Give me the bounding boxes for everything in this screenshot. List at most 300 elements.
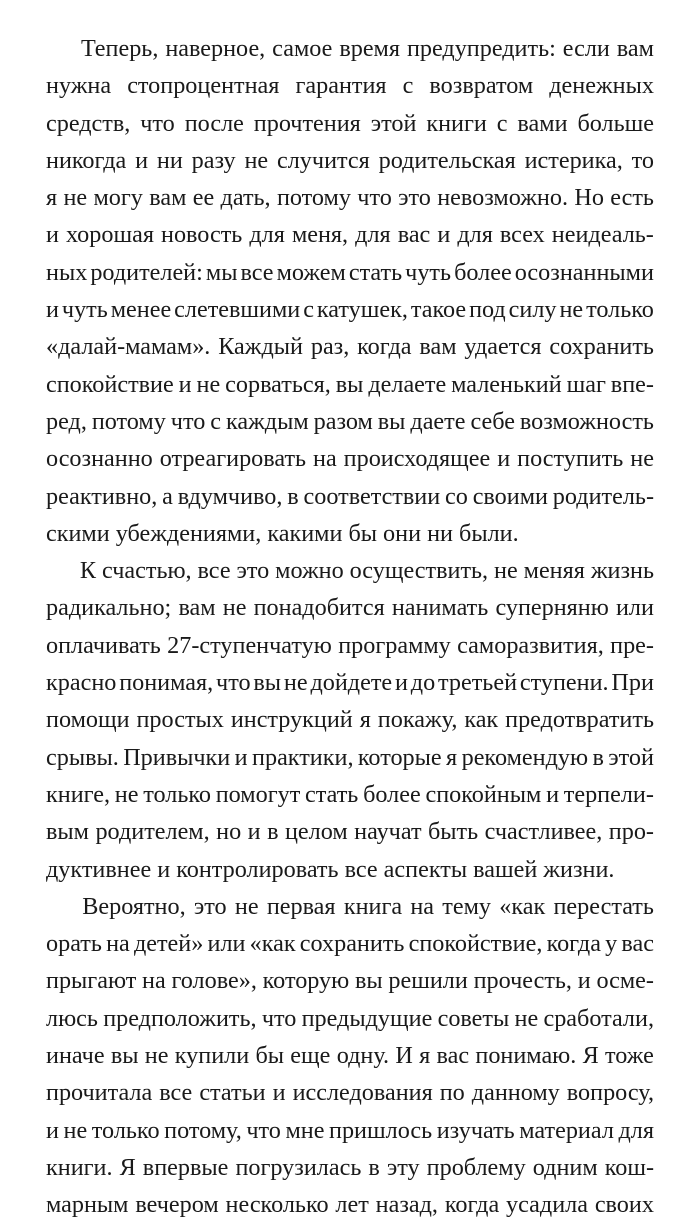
word: в: [287, 482, 299, 510]
text-line: [46, 701, 654, 738]
word: я: [446, 743, 458, 771]
word: родителем,: [95, 818, 210, 846]
word: я: [419, 1042, 431, 1070]
word: для: [618, 1116, 654, 1144]
word: иначе: [46, 1042, 105, 1070]
text-line: [46, 851, 654, 888]
word: сохранить: [299, 930, 405, 958]
word: стать: [348, 258, 403, 286]
text-line: [46, 888, 654, 925]
word: случится: [277, 146, 370, 174]
word: предположить,: [103, 1004, 257, 1032]
word: потому,: [164, 1116, 242, 1144]
word: своих: [594, 1191, 654, 1219]
paragraph-indent: [46, 888, 74, 925]
word: могу: [93, 184, 143, 212]
word: вам: [149, 184, 187, 212]
word: больше: [577, 109, 654, 137]
word: вами: [517, 109, 568, 137]
word: вам: [419, 333, 457, 361]
word: прыгают: [46, 967, 137, 995]
word: более: [363, 780, 421, 808]
word: не: [63, 1116, 88, 1144]
word: решили: [388, 967, 468, 995]
word: детей»: [133, 930, 204, 958]
text-line: [46, 962, 654, 999]
word: то: [631, 146, 654, 174]
word: К: [79, 557, 97, 585]
word: одним: [532, 1153, 598, 1181]
word: а: [162, 482, 173, 510]
word: сорваться,: [225, 370, 331, 398]
word: не: [559, 296, 584, 324]
word: и: [577, 967, 591, 995]
word: вам: [178, 594, 216, 622]
word: вы: [354, 967, 383, 995]
word: самое: [272, 35, 333, 62]
word: про-: [608, 818, 654, 846]
word: материал: [519, 1116, 614, 1144]
word: которые: [357, 743, 442, 771]
text-line: [46, 813, 654, 850]
word: помогут: [215, 780, 301, 808]
word: меняя: [523, 557, 585, 585]
word: силу: [508, 296, 557, 324]
word: и: [46, 296, 59, 324]
text-line: [46, 739, 654, 776]
word: катушек,: [316, 296, 408, 324]
word: сохранить: [549, 333, 654, 361]
word: данному: [471, 1079, 560, 1107]
text-line: [46, 925, 654, 962]
word: с: [402, 72, 414, 100]
word: удается: [464, 333, 542, 361]
word: вым: [46, 818, 89, 846]
word: При: [611, 669, 654, 697]
word: это: [193, 892, 227, 920]
word: назад,: [375, 1191, 438, 1219]
word: книге,: [46, 780, 111, 808]
word: в: [592, 743, 604, 771]
word: можно: [275, 557, 344, 585]
text-line: [46, 216, 654, 253]
word: вы: [110, 1042, 139, 1070]
word: счастью,: [101, 557, 192, 585]
word: простых: [136, 706, 224, 734]
word: нужна: [46, 72, 112, 100]
word: вы: [377, 407, 406, 435]
word: статьи: [199, 1079, 266, 1107]
word: книги.: [46, 1153, 113, 1181]
word: возвратом: [429, 72, 534, 100]
word: отреагировать: [159, 445, 307, 473]
word: раз,: [310, 333, 350, 361]
word: предотвратить: [505, 706, 654, 734]
word: покажу,: [377, 706, 458, 734]
word: сработали,: [543, 1004, 654, 1032]
word: Я: [119, 1153, 136, 1181]
word: понимаю.: [475, 1042, 577, 1070]
word: это: [236, 557, 270, 585]
word: с: [210, 407, 222, 435]
word: маленький: [451, 370, 562, 398]
text-line: [46, 440, 654, 477]
word: делаете: [368, 370, 447, 398]
text-line: [46, 478, 654, 515]
word: не: [63, 184, 88, 212]
word: потому: [91, 407, 166, 435]
word: предыдущие: [301, 1004, 433, 1032]
word: помощи: [46, 706, 130, 734]
word: и: [546, 780, 560, 808]
text-line: [46, 1186, 654, 1223]
word: и: [272, 1079, 286, 1107]
word: только: [586, 296, 654, 324]
word: перестать: [553, 892, 654, 920]
word: осознанными: [514, 258, 654, 286]
word: не: [144, 1042, 169, 1070]
word: только: [91, 1116, 160, 1144]
text-line: [46, 664, 654, 701]
word: наверное,: [165, 35, 266, 62]
text-line: [46, 67, 654, 104]
word: еще: [290, 1042, 331, 1070]
word: все: [240, 258, 274, 286]
word: научат: [354, 818, 422, 846]
word: никогда: [46, 146, 127, 174]
word: кош-: [604, 1153, 654, 1181]
word: разом: [313, 407, 373, 435]
word: не: [234, 892, 259, 920]
word: вам: [616, 35, 654, 62]
word: прочтения: [253, 109, 361, 137]
word: не: [494, 557, 518, 585]
word: каждым: [225, 407, 309, 435]
word: родитель-: [552, 482, 654, 510]
word: вдумчиво,: [177, 482, 283, 510]
word: и: [178, 370, 192, 398]
text-line: [46, 1037, 654, 1074]
text-line: [46, 254, 654, 291]
word: что: [216, 669, 251, 697]
word: рекомендую: [461, 743, 589, 771]
word: и: [46, 221, 59, 249]
word: я: [46, 184, 58, 212]
word: практики,: [252, 743, 354, 771]
word: саморазвития,: [457, 631, 604, 659]
text-line: [46, 515, 654, 552]
word: вопросу,: [566, 1079, 654, 1107]
word: возможность: [519, 407, 654, 435]
word: по: [439, 1079, 465, 1107]
word: не: [244, 146, 269, 174]
word: прочесть,: [473, 967, 572, 995]
word: бы: [255, 1042, 285, 1070]
word: не: [114, 780, 139, 808]
word: что: [246, 1116, 281, 1144]
word: марным: [46, 1191, 129, 1219]
word: погрузилась: [235, 1153, 362, 1181]
word: понадобится: [253, 594, 385, 622]
word: Вероятно,: [82, 892, 186, 920]
word: осме-: [596, 967, 654, 995]
word: ных: [46, 258, 88, 286]
word: с: [496, 109, 508, 137]
page-text-block: [46, 30, 654, 1224]
word: когда: [444, 1191, 500, 1219]
word: гарантия: [295, 72, 387, 100]
word: хорошая: [66, 221, 154, 249]
word: И: [395, 1042, 413, 1070]
word: жизнь: [590, 557, 654, 585]
word: которую: [262, 967, 350, 995]
word: своими: [472, 482, 548, 510]
text-line: [46, 776, 654, 813]
word: и: [234, 743, 248, 771]
word: 27-ступенчатую: [167, 631, 332, 659]
word: целом: [284, 818, 348, 846]
word: осознанно: [46, 445, 153, 473]
word: на: [142, 967, 166, 995]
word: родителей:: [90, 258, 203, 286]
word: как: [464, 706, 499, 734]
text-line: [46, 1074, 654, 1111]
word: ни: [156, 146, 183, 174]
word: все: [159, 1079, 193, 1107]
word: когда: [546, 930, 601, 958]
word: этой: [608, 743, 654, 771]
word: вас: [397, 221, 431, 249]
word: и: [46, 1116, 59, 1144]
word: спокойствие,: [408, 930, 543, 958]
word: средств,: [46, 109, 131, 137]
word: программу: [338, 631, 451, 659]
word: «как: [249, 930, 296, 958]
word: «как: [499, 892, 546, 920]
word: ее: [192, 184, 215, 212]
word: радикально;: [46, 594, 172, 622]
word: предупредить:: [406, 35, 556, 62]
word: не: [196, 370, 221, 398]
word: чуть: [405, 258, 452, 286]
word: только: [143, 780, 211, 808]
word: не: [222, 594, 247, 622]
word: в: [267, 818, 279, 846]
word: что: [261, 1004, 297, 1032]
word: не: [630, 445, 654, 473]
text-line: [46, 142, 654, 179]
word: эту: [386, 1153, 420, 1181]
word: это: [398, 184, 431, 212]
word: или: [615, 594, 654, 622]
word: слетевшими: [174, 296, 301, 324]
word: такое: [410, 296, 467, 324]
word: голове»,: [171, 967, 257, 995]
word: проблему: [426, 1153, 526, 1181]
word: соответствии: [303, 482, 441, 510]
word: ступени.: [519, 669, 609, 697]
word: реактивно,: [46, 482, 158, 510]
word: и: [247, 818, 261, 846]
word: первая: [266, 892, 336, 920]
word: для: [355, 221, 391, 249]
word: и: [437, 221, 451, 249]
word: осуществить,: [349, 557, 489, 585]
text-line: [46, 627, 654, 664]
word: со: [445, 482, 468, 510]
word: когда: [357, 333, 412, 361]
word: после: [184, 109, 244, 137]
word: люсь: [46, 1004, 98, 1032]
word: третьей: [438, 669, 518, 697]
word: себе: [470, 407, 515, 435]
word: на: [410, 892, 435, 920]
word: стать: [305, 780, 359, 808]
text-line: [46, 30, 654, 67]
word: что: [140, 109, 175, 137]
text-line: [46, 1112, 654, 1149]
word: вы: [253, 669, 282, 697]
paragraph-indent: [46, 30, 74, 67]
word: мы: [205, 258, 238, 286]
word: Теперь,: [80, 35, 159, 62]
word: дойдете: [310, 669, 393, 697]
word: Каждый: [218, 333, 303, 361]
word: если: [562, 35, 610, 62]
word: оплачивать: [46, 631, 161, 659]
word: менее: [110, 296, 172, 324]
word: усадила: [506, 1191, 588, 1219]
word: не: [514, 1004, 539, 1032]
word: лет: [335, 1191, 369, 1219]
word: вас: [621, 930, 654, 958]
word: новость: [161, 221, 243, 249]
word: более: [454, 258, 512, 286]
word: шаг: [566, 370, 606, 398]
word: счастливее,: [484, 818, 603, 846]
word: потому: [276, 184, 351, 212]
word: орать: [46, 930, 102, 958]
text-line: [46, 552, 654, 589]
word: под: [469, 296, 506, 324]
word: несколько: [225, 1191, 329, 1219]
text-line: [46, 1149, 654, 1186]
word: но: [216, 818, 242, 846]
word: быть: [428, 818, 479, 846]
word: на: [106, 930, 130, 958]
word: пре-: [610, 631, 654, 659]
word: меня,: [291, 221, 349, 249]
word: книга: [343, 892, 403, 920]
word: тему: [442, 892, 492, 920]
word: или: [207, 930, 246, 958]
word: спокойствие: [46, 370, 174, 398]
word: что: [357, 184, 392, 212]
text-line: [46, 179, 654, 216]
word: одну.: [336, 1042, 390, 1070]
word: изучать: [436, 1116, 515, 1144]
word: и: [135, 146, 149, 174]
word: в: [368, 1153, 380, 1181]
word: есть: [610, 184, 654, 212]
word: инструкций: [230, 706, 353, 734]
word: неидеаль-: [551, 221, 654, 249]
word: все: [197, 557, 231, 585]
word: разу: [191, 146, 236, 174]
paragraph-indent: [46, 552, 74, 589]
text-line: [46, 1000, 654, 1037]
word: и: [497, 445, 511, 473]
word: истерика,: [524, 146, 623, 174]
word: я: [359, 706, 371, 734]
line-text: скими убеждениями, какими бы они ни были.: [46, 519, 519, 547]
word: красно: [46, 669, 117, 697]
word: даете: [410, 407, 466, 435]
word: чуть: [61, 296, 108, 324]
word: вас: [436, 1042, 470, 1070]
text-line: [46, 403, 654, 440]
word: мне: [285, 1116, 325, 1144]
word: и: [394, 669, 408, 697]
word: срывы.: [46, 743, 119, 771]
line-text: дуктивнее и контролировать все аспекты вашей жизни.: [46, 855, 615, 883]
word: поступить: [517, 445, 624, 473]
word: всех: [499, 221, 545, 249]
word: понимая,: [119, 669, 214, 697]
word: можем: [276, 258, 346, 286]
word: терпели-: [563, 780, 654, 808]
word: с: [303, 296, 314, 324]
word: исследования: [292, 1079, 433, 1107]
word: у: [605, 930, 618, 958]
word: вы: [335, 370, 364, 398]
word: родительская: [378, 146, 516, 174]
word: ред,: [46, 407, 87, 435]
word: спокойным: [425, 780, 542, 808]
word: невозможно.: [437, 184, 569, 212]
word: «далай-мамам».: [46, 333, 211, 361]
text-line: [46, 291, 654, 328]
word: купили: [174, 1042, 250, 1070]
word: тоже: [605, 1042, 654, 1070]
text-line: [46, 328, 654, 365]
text-line: [46, 105, 654, 142]
word: происходящее: [343, 445, 491, 473]
word: прочитала: [46, 1079, 153, 1107]
text-line: [46, 366, 654, 403]
word: вечером: [135, 1191, 219, 1219]
word: дать,: [220, 184, 271, 212]
word: время: [339, 35, 400, 62]
word: для: [457, 221, 493, 249]
word: книги: [426, 109, 487, 137]
word: пришлось: [329, 1116, 433, 1144]
word: суперняню: [495, 594, 609, 622]
word: впервые: [142, 1153, 229, 1181]
word: нанимать: [391, 594, 489, 622]
word: стопроцентная: [127, 72, 280, 100]
text-line: [46, 589, 654, 626]
word: на: [313, 445, 337, 473]
word: что: [170, 407, 206, 435]
word: Я: [582, 1042, 599, 1070]
word: не: [283, 669, 308, 697]
word: Но: [574, 184, 604, 212]
word: для: [249, 221, 285, 249]
word: советы: [437, 1004, 510, 1032]
word: этой: [370, 109, 417, 137]
word: денежных: [549, 72, 654, 100]
